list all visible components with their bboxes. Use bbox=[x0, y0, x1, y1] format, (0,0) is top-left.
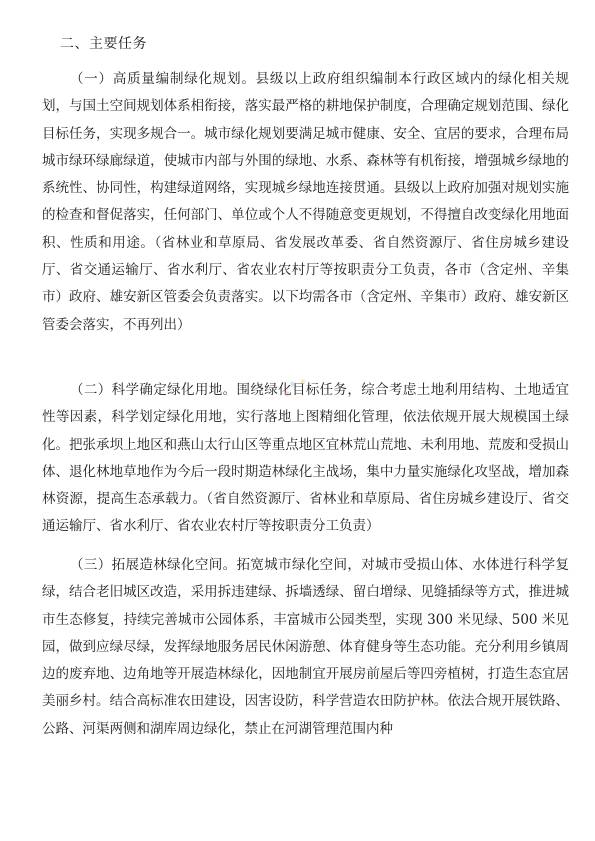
section-heading: 二、主要任务 bbox=[60, 36, 147, 52]
paragraph-3: （三）拓展造林绿化空间。拓宽城市绿化空间，对城市受损山体、水体进行科学复绿，结合老旧城区改造，采用拆违建绿、拆墙透绿、留白增绿、见缝插绿等方式，推进城市生态修复，持续完善城市公园体系，丰富城市公园类型，实现 300 米见绿、500 米见园，做到应绿尽绿，发挥绿地服务居民休闲游憩、体育健身等生态功能。充分利用乡镇周边的废弃地、边角地等开展造林绿化，因地制宜开展房前屋后等四旁植树，打造生态宜居美丽乡村。结合高标准农田建设，因害设防，科学营造农田防护林。依法合规开展铁路、公路、河渠两侧和湖库周边绿化，禁止在河湖管理范围内种 bbox=[42, 557, 569, 737]
paragraph-1: （一）高质量编制绿化规划。县级以上政府组织编制本行政区域内的绿化相关规划，与国土空间规划体系相衔接，落实最严格的耕地保护制度，合理确定规划范围、绿化目标任务，实现多规合一。城市绿化规划要满足城市健康、安全、宜居的要求，合理布局城市绿环绿廊绿道，使城市内部与外围的绿地、水系、森林等有机衔接，增强城乡绿地的系统性、协同性，构建绿道网络，实现城乡绿地连接贯通。县级以上政府加强对规划实施的检查和督促落实，任何部门、单位或个人不得随意变更规划，不得擅自改变绿化用地面积、性质和用途。（省林业和草原局、省发展改革委、省自然资源厅、省住房城乡建设厅、省交通运输厅、省水利厅、省农业农村厅等按职责分工负责，各市（含定州、辛集市）政府、雄安新区管委会负责落实。以下均需各市（含定州、辛集市）政府、雄安新区管委会落实，不再列出） bbox=[42, 71, 569, 333]
paragraph-2: （二）科学确定绿化用地。围绕绿化目标任务，综合考虑土地利用结构、土地适宜性等因素，科学划定绿化用地，实行落地上图精细化管理，依法依规开展大规模国土绿化。把张承坝上地区和燕山太行山区等重点地区宜林荒山荒地、未利用地、荒废和受损山体、退化林地草地作为今后一段时期造林绿化主战场，集中力量实施绿化攻坚战，增加森林资源，提高生态承载力。（省自然资源厅、省林业和草原局、省住房城乡建设厅、省交通运输厅、省水利厅、省农业农村厅等按职责分工负责） bbox=[42, 382, 569, 535]
